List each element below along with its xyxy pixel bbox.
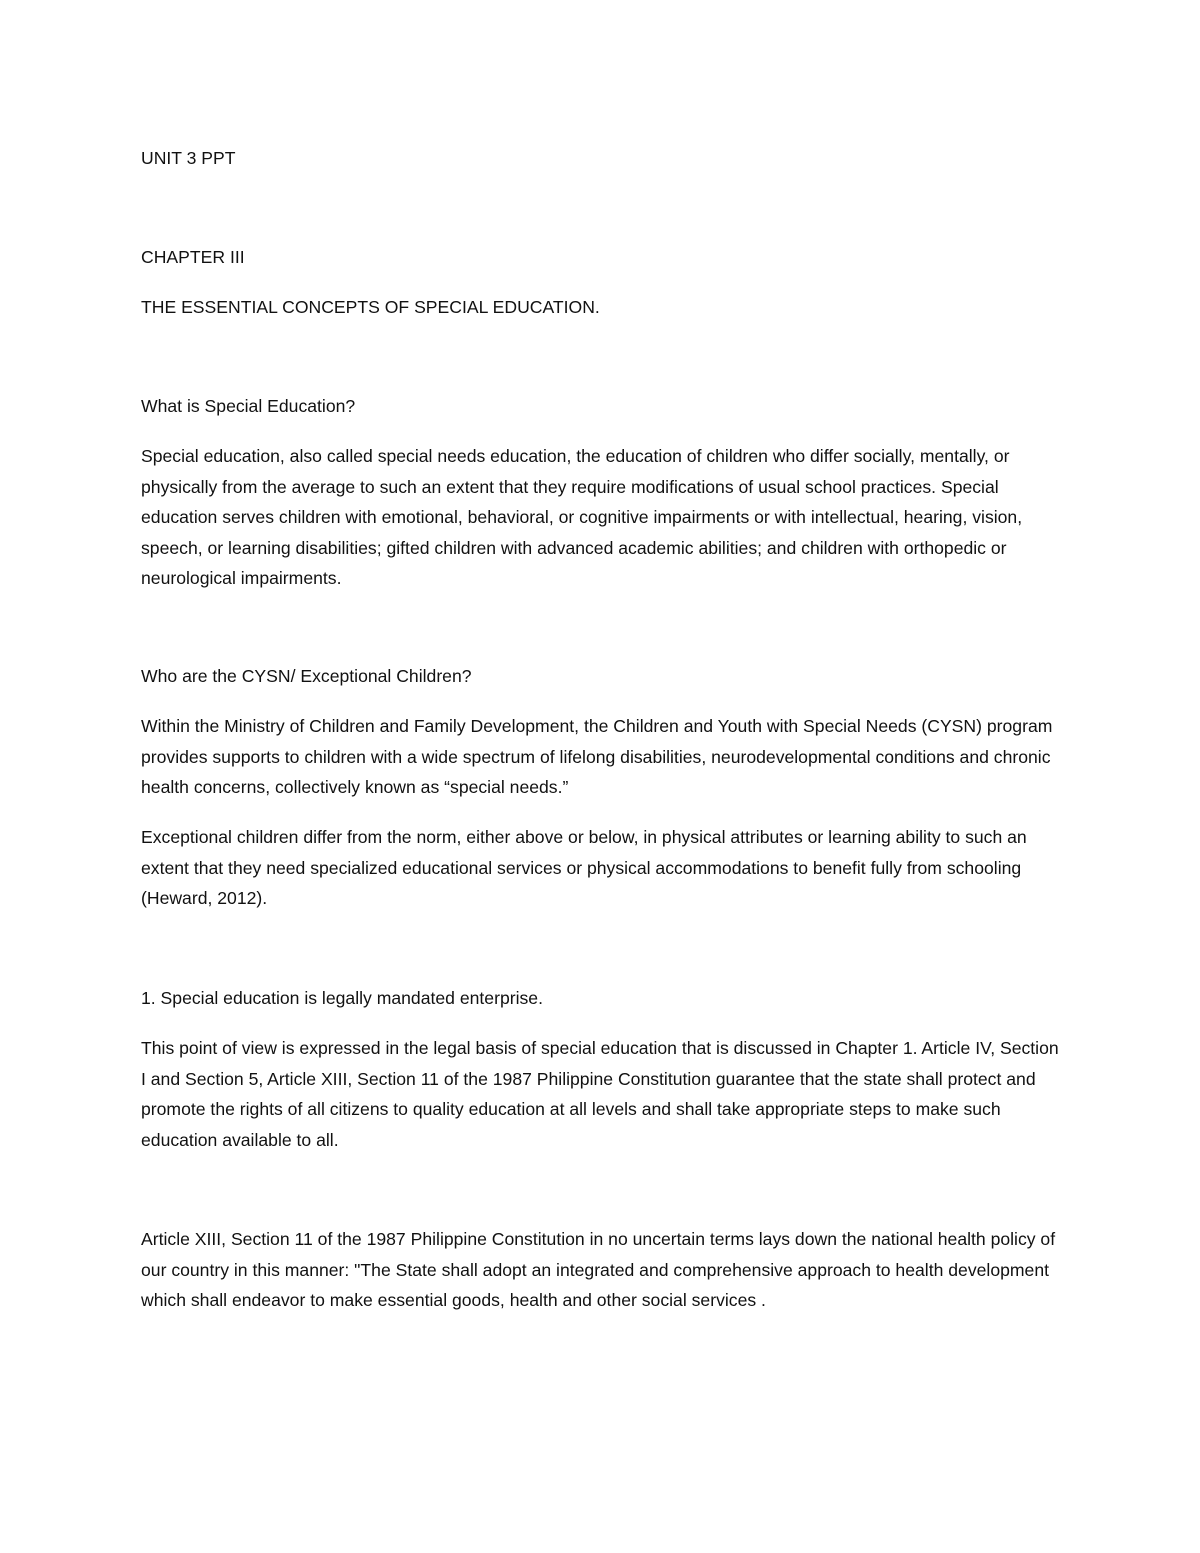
paragraph-health-policy: Article XIII, Section 11 of the 1987 Philippine Constitution in no uncertain terms lays down the national health policy of our country in this manner: "The State shall adopt an integrated and comprehensive approach to health development which shall endeavor to make essential goods, health and other social services . xyxy=(141,1229,1056,1310)
paragraph-special-education-definition: Special education, also called special needs education, the education of children who differ socially, mentally, or physically from the average to such an extent that they require modifications of usual school practices. Special education serves children with emotional, behavioral, or cognitive impairments or with intellectual, hearing, vision, speech, or learning disabilities; gifted children with advanced academic abilities; and children with orthopedic or neurological impairments. xyxy=(141,446,1023,588)
paragraph-cysn-program: Within the Ministry of Children and Family Development, the Children and Youth with Special Needs (CYSN) program provides supports to children with a wide spectrum of lifelong disabilities, neurodevelopmental conditions and chronic health concerns, collectively known as “special needs.” xyxy=(141,716,1053,797)
chapter-label: CHAPTER III xyxy=(141,247,245,267)
paragraph-exceptional-children: Exceptional children differ from the norm, either above or below, in physical attributes or learning ability to such an extent that they need specialized educational services or physical accommodations to benefit fully from schooling (Heward, 2012). xyxy=(141,827,1027,908)
paragraph-legal-basis: This point of view is expressed in the legal basis of special education that is discussed in Chapter 1. Article IV, Section I and Section 5, Article XIII, Section 11 of the 1987 Philippine Constitution guarantee that the state shall protect and promote the rights of all citizens to quality education at all levels and shall take appropriate steps to make such education available to all. xyxy=(141,1038,1059,1150)
chapter-title: THE ESSENTIAL CONCEPTS OF SPECIAL EDUCATION. xyxy=(141,297,600,317)
section-heading-cysn: Who are the CYSN/ Exceptional Children? xyxy=(141,666,472,686)
section-heading-legal-mandate: 1. Special education is legally mandated enterprise. xyxy=(141,988,543,1008)
unit-title: UNIT 3 PPT xyxy=(141,148,236,168)
section-heading-special-education: What is Special Education? xyxy=(141,396,356,416)
